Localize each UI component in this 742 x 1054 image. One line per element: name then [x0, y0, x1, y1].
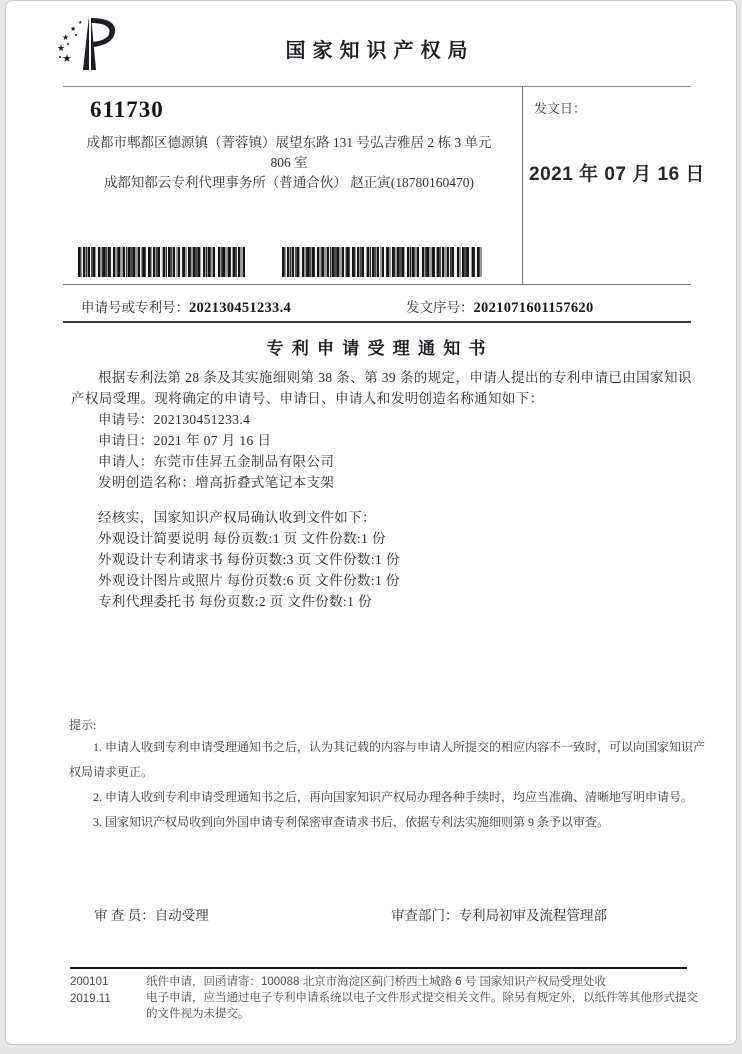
hint-item-2: 2. 申请人收到专利申请受理通知书之后，再向国家知识产权局办理各种手续时，均应当准确、清晰地写明申请号。: [93, 790, 694, 804]
field-application-number: 申请号：202130451233.4: [98, 412, 251, 427]
document-page: [5, 0, 737, 1045]
org-title: 国 家 知 识 产 权 局: [285, 40, 469, 62]
department-value: 专利局初审及流程管理部: [458, 908, 607, 923]
barcode-right: [282, 247, 482, 277]
footer-rule: [70, 967, 687, 969]
received-documents: [71, 507, 703, 612]
received-doc-item: 专利代理委托书 每份页数:2 页 文件份数:1 份: [98, 594, 373, 609]
issue-date-label: 发文日：: [534, 101, 587, 116]
application-number-row: [81, 296, 291, 317]
footer-note-paper: 纸件申请，回函请寄：100088 北京市海淀区蓟门桥西土城路 6 号 国家知识产权局受理处收: [146, 976, 607, 988]
box-bottom-rule: [63, 284, 691, 285]
hints-section: [69, 715, 705, 835]
examiner-row: [94, 904, 209, 924]
examiner-label: 审 查 员：: [94, 908, 155, 923]
serial-number-value: 2021071601157620: [473, 300, 594, 316]
svg-text:★: ★: [78, 21, 83, 26]
application-number-value: 202130451233.4: [189, 300, 292, 316]
received-doc-item: 外观设计图片或照片 每份页数:6 页 文件份数:1 份: [98, 573, 400, 588]
footer-notes: [146, 974, 706, 1022]
recipient-address-line1: 成都市郫都区德源镇（菁蓉镇）展望东路 131 号弘吉雅居 2 栋 3 单元: [86, 135, 492, 150]
received-intro: 经核实，国家知识产权局确认收到文件如下：: [98, 510, 376, 525]
box-divider: [522, 86, 523, 284]
barcode-left: [78, 247, 245, 277]
hint-item-1: 1. 申请人收到专利申请受理通知书之后，认为其记载的内容与申请人所提交的相应内容不一致时，可以向国家知识产权局请求更正。: [69, 740, 706, 779]
svg-text:★: ★: [62, 33, 70, 42]
footer-note-electronic: 电子申请，应当通过电子专利申请系统以电子文件形式提交相关文件。除另有规定外，以纸件等其他形式提交的文件视为未提交。: [146, 992, 698, 1020]
recipient-address-line2: 806 室: [270, 155, 308, 170]
svg-text:★: ★: [57, 43, 66, 53]
serial-number-label: 发文序号：: [406, 300, 474, 315]
examiner-value: 自动受理: [154, 908, 209, 923]
serial-number-row: [406, 296, 594, 317]
footer-code-2: 2019.11: [70, 993, 111, 1005]
department-row: [391, 904, 607, 924]
received-doc-item: 外观设计专利请求书 每份页数:3 页 文件份数:1 份: [98, 552, 400, 567]
department-label: 审查部门：: [391, 908, 459, 923]
postal-code: 611730: [90, 97, 164, 122]
hints-title: 提示:: [69, 718, 97, 732]
field-application-date: 申请日：2021 年 07 月 16 日: [98, 433, 272, 448]
notice-intro-paragraph: 根据专利法第 28 条及其实施细则第 38 条、第 39 条的规定，申请人提出的专利申请已由国家知识产权局受理。现将确定的申请号、申请日、申请人和发明创造名称通知如下：: [71, 370, 692, 406]
title-rule: [63, 321, 691, 323]
footer-codes: [70, 974, 140, 1008]
application-fields: [71, 409, 703, 493]
notice-title: 专 利 申 请 受 理 通 知 书: [266, 339, 488, 358]
issue-date-value: 2021 年 07 月 16 日: [529, 164, 705, 185]
hint-item-3: 3. 国家知识产权局收到向外国申请专利保密审查请求书后，依据专利法实施细则第 9 条予以审查。: [93, 815, 610, 829]
svg-text:★: ★: [70, 25, 77, 33]
field-applicant: 申请人：东莞市佳昇五金制品有限公司: [98, 454, 335, 469]
recipient-agency-line: 成都知都云专利代理事务所（普通合伙） 赵正寅(18780160470): [103, 175, 475, 190]
header-rule: [63, 86, 691, 87]
footer-code-1: 200101: [70, 976, 109, 988]
field-invention-title: 发明创造名称：增高折叠式笔记本支架: [98, 475, 335, 490]
received-doc-item: 外观设计简要说明 每份页数:1 页 文件份数:1 份: [98, 531, 386, 546]
svg-text:★: ★: [62, 53, 72, 65]
application-number-label: 申请号或专利号：: [81, 300, 189, 315]
